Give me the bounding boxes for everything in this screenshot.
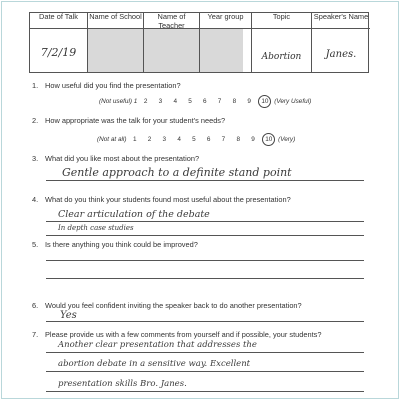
answer-line (46, 371, 364, 372)
redaction-box (88, 29, 143, 72)
scale-1-option[interactable]: 2 (143, 98, 148, 105)
col-speakers-name: Speaker's Name (312, 13, 370, 29)
question-1: 1. How useful did you find the presentation? (32, 81, 181, 90)
scale-1-option[interactable]: 4 (173, 98, 177, 105)
rating-scale-1 (99, 95, 311, 108)
year-group-value-redacted (200, 29, 252, 72)
question-5-text: Is there anything you think could be improved? (45, 240, 198, 249)
answer-line (46, 321, 364, 322)
answer-line (46, 221, 364, 222)
scale-1-option-selected[interactable]: 10 (258, 95, 271, 108)
feedback-form (1, 1, 399, 399)
col-date-of-talk: Date of Talk (30, 13, 88, 29)
scale-1-option[interactable]: 9 (247, 98, 251, 105)
scale-2-option-selected[interactable]: 10 (262, 133, 275, 146)
scale-2-high-label: (Very) (278, 136, 296, 143)
answer-line (46, 352, 364, 353)
question-1-text: How useful did you find the presentation? (45, 81, 181, 90)
school-value-redacted (88, 29, 144, 72)
scale-2-option[interactable]: 5 (192, 136, 196, 143)
question-3-text: What did you like most about the presentation? (45, 154, 200, 163)
question-2-text: How appropriate was the talk for your student's needs? (45, 116, 226, 125)
scale-1-option[interactable]: 7 (217, 98, 222, 105)
teacher-value-redacted (144, 29, 200, 72)
scale-1-option[interactable]: 3 (158, 98, 163, 105)
answer-7-line-1: Another clear presentation that addresses the (58, 340, 257, 350)
col-year-group: Year group (200, 13, 252, 29)
scale-1-high-label: (Very Useful) (274, 98, 312, 105)
rating-scale-2 (97, 133, 295, 146)
question-2: 2. How appropriate was the talk for your student's needs? (32, 116, 226, 125)
scale-1-low-label: (Not useful) 1 (99, 98, 138, 105)
scale-2-option[interactable]: 1 (132, 136, 137, 143)
scale-2-option[interactable]: 7 (221, 136, 226, 143)
answer-7-line-3: presentation skills Bro. Janes. (58, 379, 187, 389)
redaction-box (200, 29, 243, 72)
date-value: 7/2/19 (30, 29, 88, 72)
answer-line (46, 391, 364, 392)
scale-2-option[interactable]: 4 (177, 136, 181, 143)
scale-2-option[interactable]: 6 (206, 136, 211, 143)
answer-3: Gentle approach to a definite stand point (62, 166, 292, 179)
question-7-text: Please provide us with a few comments from yourself and if possible, your students? (45, 330, 322, 339)
topic-value: Abortion (252, 29, 312, 72)
question-6-text: Would you feel confident inviting the speaker back to do another presentation? (45, 301, 302, 310)
scale-1-option[interactable]: 8 (232, 98, 237, 105)
answer-6: Yes (60, 310, 77, 321)
question-4-text: What do you think your students found most useful about the presentation? (45, 195, 291, 204)
speaker-value: Janes. (325, 49, 357, 60)
scale-2-option[interactable]: 3 (162, 136, 167, 143)
answer-7-line-2: abortion debate in a sensitive way. Excellent (58, 359, 251, 369)
answer-line (46, 278, 364, 279)
question-5: 5. Is there anything you think could be improved? (32, 240, 198, 249)
question-6: 6. Would you feel confident inviting the speaker back to do another presentation? (32, 301, 302, 310)
question-3: 3. What did you like most about the presentation? (32, 154, 200, 163)
answer-4-line-1: Clear articulation of the debate (58, 209, 210, 220)
question-7: 7. Please provide us with a few comments from yourself and if possible, your students? (32, 330, 322, 339)
answer-line (46, 235, 364, 236)
header-table (29, 12, 369, 73)
answer-line (46, 180, 364, 181)
answer-line (46, 260, 364, 261)
scale-2-option[interactable]: 9 (251, 136, 255, 143)
col-topic: Topic (252, 13, 312, 29)
scale-1-option[interactable]: 6 (203, 98, 207, 105)
col-name-of-teacher: Name of Teacher (144, 13, 200, 29)
scale-2-option[interactable]: 8 (236, 136, 241, 143)
redaction-box (144, 29, 199, 72)
answer-4-line-2: In depth case studies (58, 224, 134, 232)
scale-2-low-label: (Not at all) (97, 136, 127, 143)
scale-1-option[interactable]: 5 (188, 98, 192, 105)
col-name-of-school: Name of School (88, 13, 144, 29)
question-4: 4. What do you think your students found most useful about the presentation? (32, 195, 291, 204)
scale-2-option[interactable]: 2 (147, 136, 152, 143)
